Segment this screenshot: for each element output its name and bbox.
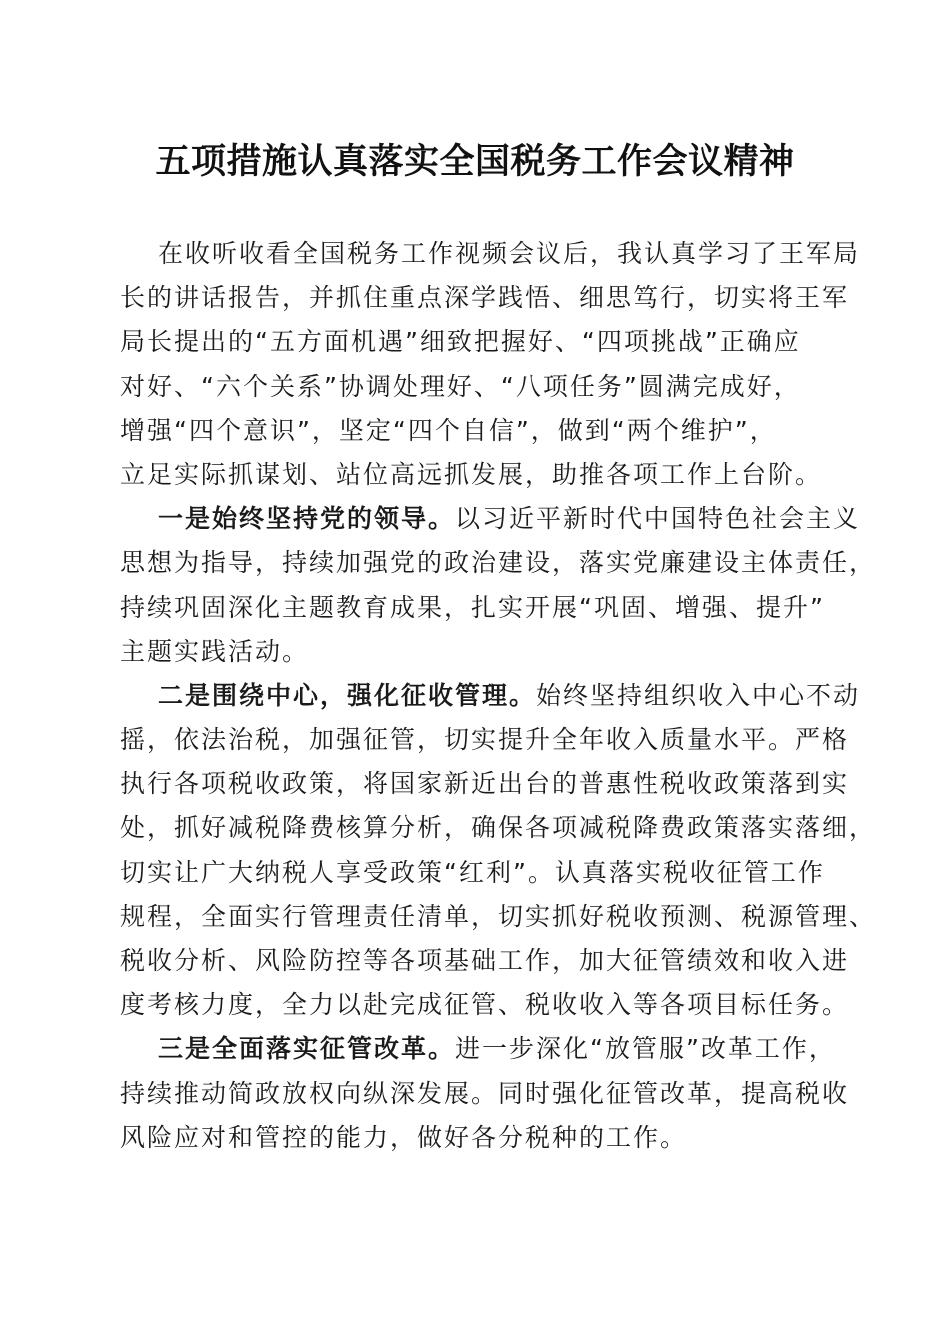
paragraph-lead: 三是全面落实征管改革。 [158, 1034, 456, 1064]
paragraph-lead: 二是围绕中心，强化征收管理。 [158, 680, 537, 710]
text-line: 立足实际抓谋划、站位高远抓发展，助推各项工作上台阶。 [120, 459, 823, 489]
text-line: 长的讲话报告，并抓住重点深学践悟、细思笃行，切实将王军 [120, 283, 850, 313]
text-line: 处，抓好减税降费核算分析，确保各项减税降费政策落实落细， [120, 813, 877, 843]
paragraph-point-three [120, 1027, 850, 1160]
paragraph-lead: 一是始终坚持党的领导。 [158, 504, 456, 534]
text-line-content: 在收听收看全国税务工作视频会议后，我认真学习了王军局 [158, 239, 861, 268]
text-line: 度考核力度，全力以赴完成征管、税收收入等各项目标任务。 [120, 990, 850, 1020]
text-line: 税收分析、风险防控等各项基础工作，加大征管绩效和收入进 [120, 946, 850, 975]
text-line: 摇，依法治税，加强征管，切实提升全年收入质量水平。严格 [120, 725, 850, 755]
text-line [120, 497, 861, 541]
text-line-content: 进一步深化“放管服”改革工作， [455, 1034, 836, 1064]
text-line: 切实让广大纳税人享受政策“红利”。认真落实税收征管工作 [120, 857, 825, 887]
text-line: 局长提出的“五方面机遇”细致把握好、“四项挑战”正确应 [120, 327, 801, 357]
paragraph-point-one [120, 497, 877, 674]
text-line: 风险应对和管控的能力，做好各分税种的工作。 [120, 1122, 688, 1152]
text-line: 执行各项税收政策，将国家新近出台的普惠性税收政策落到实 [120, 769, 850, 799]
paragraph-intro [120, 232, 861, 497]
text-line [120, 232, 861, 276]
document-body [120, 232, 877, 1160]
text-line [120, 674, 861, 718]
paragraph-point-two [120, 674, 877, 1028]
text-line: 持续推动简政放权向纵深发展。同时强化征管改革，提高税收 [120, 1078, 850, 1108]
document-title: 五项措施认真落实全国税务工作会议精神 [155, 141, 795, 182]
text-line: 主题实践活动。 [120, 636, 310, 666]
text-line-content: 始终坚持组织收入中心不动 [536, 680, 861, 710]
text-line: 规程，全面实行管理责任清单，切实抓好税收预测、税源管理、 [120, 901, 877, 931]
text-line-content: 以习近平新时代中国特色社会主义 [455, 504, 861, 534]
text-line [120, 1027, 835, 1071]
text-line: 对好、“六个关系”协调处理好、“八项任务”圆满完成好， [120, 371, 801, 401]
text-line: 增强“四个意识”，坚定“四个自信”，做到“两个维护”， [120, 415, 777, 445]
text-line: 思想为指导，持续加强党的政治建设，落实党廉建设主体责任， [120, 548, 877, 578]
text-line: 持续巩固深化主题教育成果，扎实开展“巩固、增强、提升” [120, 592, 825, 622]
